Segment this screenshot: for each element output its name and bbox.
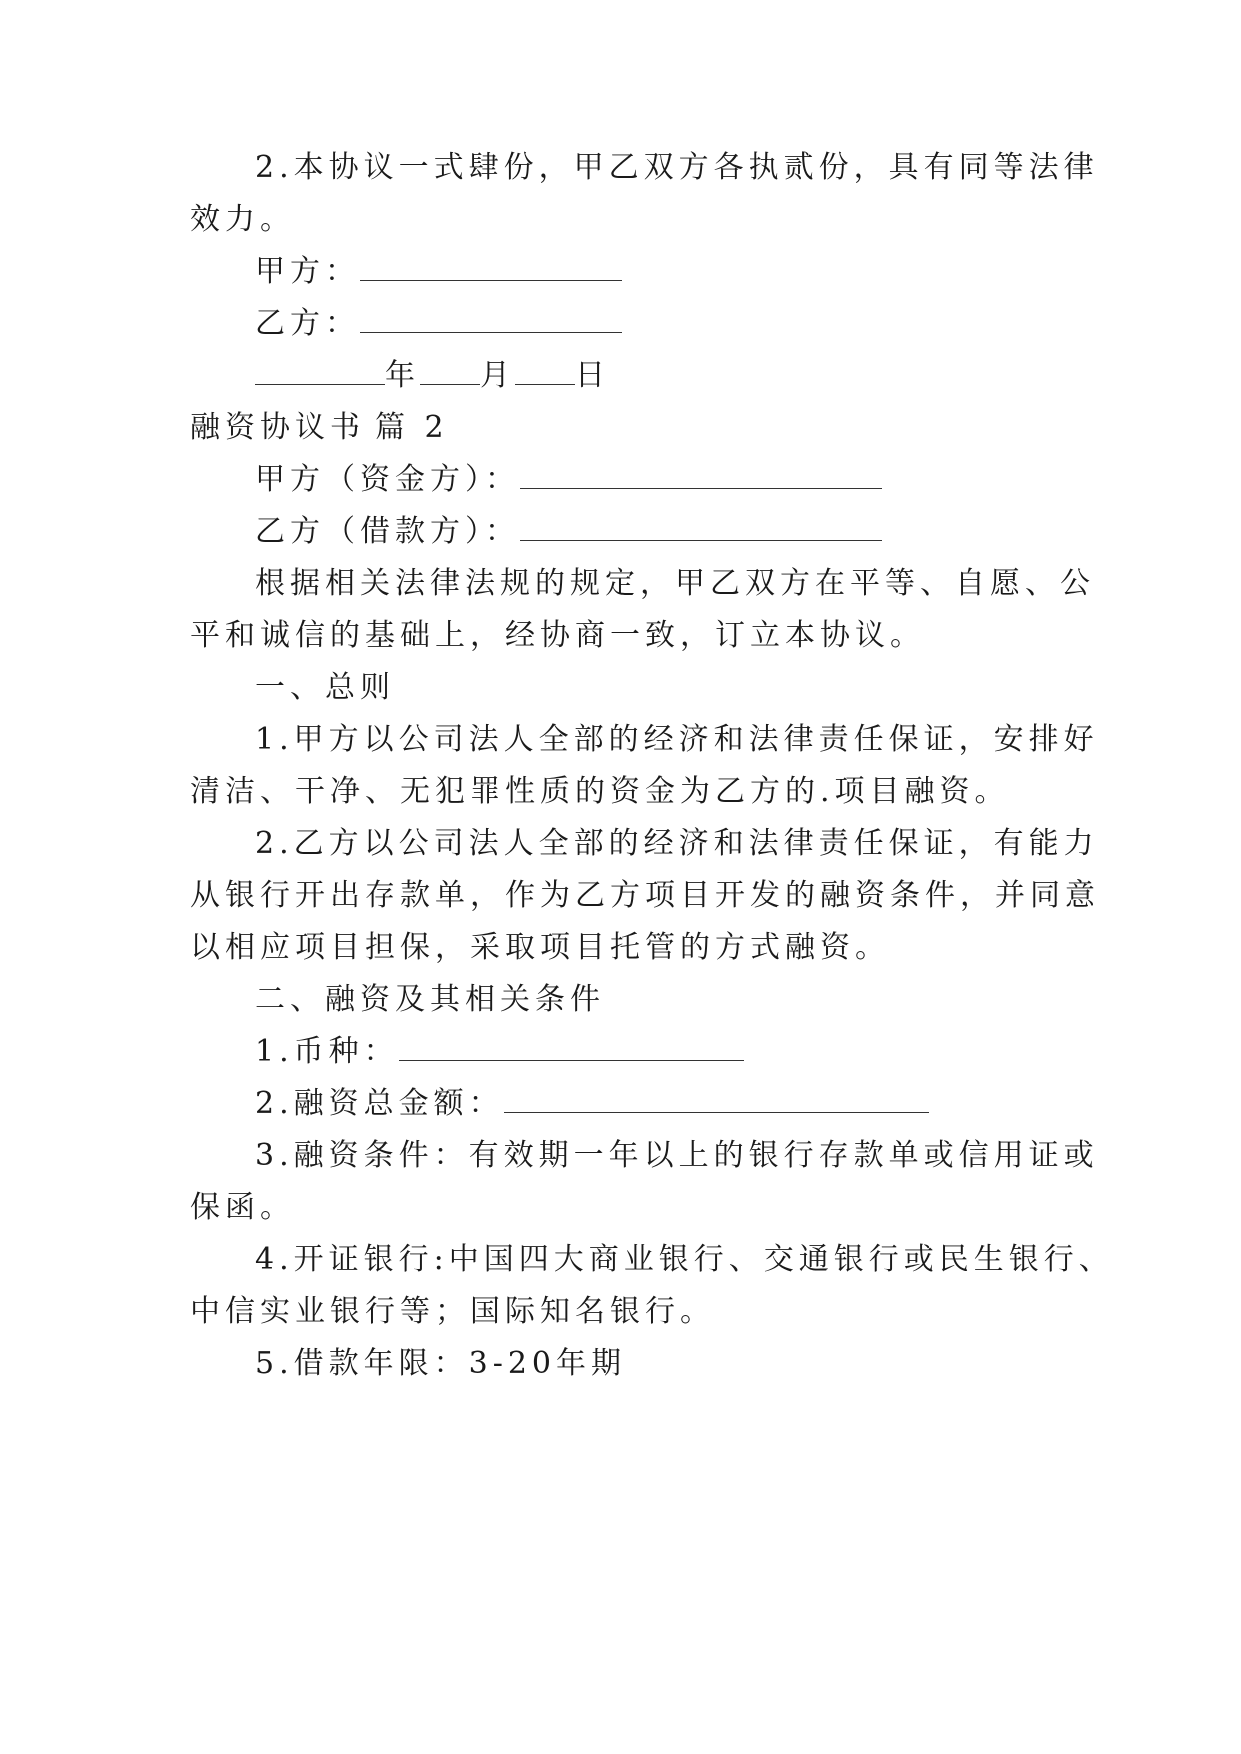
signature-party-a-blank xyxy=(360,252,622,281)
heading-financing: 二、融资及其相关条件 xyxy=(255,982,605,1017)
financing-5-line-1: 5.借款年限：3-20年期 xyxy=(255,1346,627,1381)
month-blank xyxy=(420,356,480,385)
party-b-borrower xyxy=(255,512,882,552)
party-a-funder-label: 甲方（资金方）： xyxy=(255,462,520,497)
general-1-line-2: 清洁、干净、无犯罪性质的资金为乙方的.项目融资。 xyxy=(190,774,1010,809)
intro-line-2: 平和诚信的基础上，经协商一致，订立本协议。 xyxy=(190,618,925,653)
clause-2-line-1: 2.本协议一式肆份，甲乙双方各执贰份，具有同等法律 xyxy=(255,150,1099,185)
general-2-line-2: 从银行开出存款单，作为乙方项目开发的融资条件，并同意 xyxy=(190,878,1100,913)
financing-4-line-1: 4.开证银行:中国四大商业银行、交通银行或民生银行、 xyxy=(255,1242,1114,1277)
year-blank xyxy=(255,356,385,385)
section-title: 融资协议书 xyxy=(190,410,365,445)
financing-3-line-1: 3.融资条件：有效期一年以上的银行存款单或信用证或 xyxy=(255,1138,1099,1173)
financing-3-line-2: 保函。 xyxy=(190,1190,295,1225)
currency-blank xyxy=(399,1032,744,1061)
signature-party-a-label: 甲方： xyxy=(255,254,360,289)
financing-currency xyxy=(255,1032,744,1072)
section-heading xyxy=(190,408,449,448)
signature-party-b-label: 乙方： xyxy=(255,306,360,341)
clause-2-line-2: 效力。 xyxy=(190,202,295,237)
financing-total xyxy=(255,1084,929,1124)
section-number: 篇 2 xyxy=(375,410,449,445)
financing-4-line-2: 中信实业银行等；国际知名银行。 xyxy=(190,1294,715,1329)
month-label: 月 xyxy=(480,358,515,393)
currency-label: 1.币种： xyxy=(255,1034,399,1069)
general-2-line-1: 2.乙方以公司法人全部的经济和法律责任保证，有能力 xyxy=(255,826,1099,861)
party-b-borrower-label: 乙方（借款方）： xyxy=(255,514,520,549)
party-a-funder-blank xyxy=(520,460,882,489)
party-b-borrower-blank xyxy=(520,512,882,541)
heading-general: 一、总则 xyxy=(255,670,395,705)
general-2-line-3: 以相应项目担保，采取项目托管的方式融资。 xyxy=(190,930,890,965)
signature-party-a xyxy=(255,252,622,292)
party-a-funder xyxy=(255,460,882,500)
day-blank xyxy=(515,356,575,385)
year-label: 年 xyxy=(385,358,420,393)
total-amount-label: 2.融资总金额： xyxy=(255,1086,504,1121)
signature-party-b-blank xyxy=(360,304,622,333)
signature-party-b xyxy=(255,304,622,344)
day-label: 日 xyxy=(575,358,610,393)
general-1-line-1: 1.甲方以公司法人全部的经济和法律责任保证，安排好 xyxy=(255,722,1099,757)
total-amount-blank xyxy=(504,1084,929,1113)
intro-line-1: 根据相关法律法规的规定，甲乙双方在平等、自愿、公 xyxy=(255,566,1095,601)
date-line xyxy=(255,356,610,396)
